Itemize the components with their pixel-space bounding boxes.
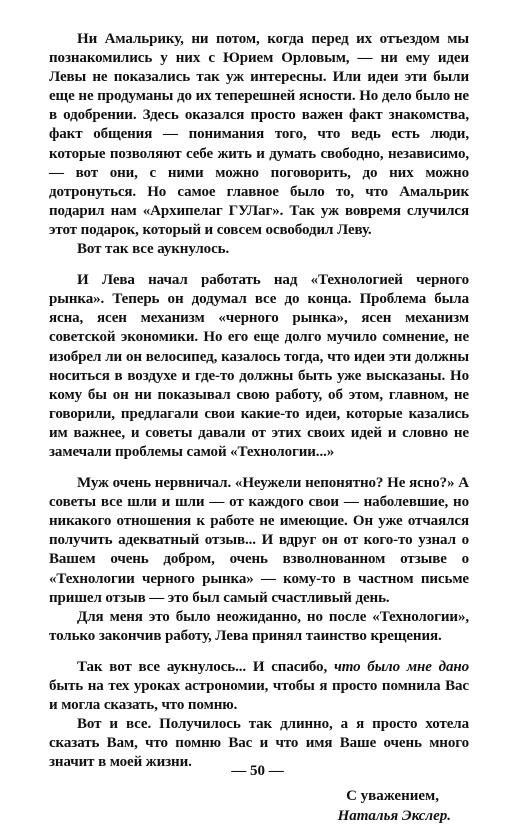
paragraph-6-italic: что было мне дано [333,658,469,675]
page-number: — 50 — [231,763,284,779]
signature-name: Наталья Экслер. [337,808,451,825]
paragraph-7: Вот и все. Получилось так длинно, а я просто хотела сказать Вам, что помню Вас и что имя Ваше очень много значит в моей жизни. [49,716,469,771]
paragraph-6-end: быть на тех уроках астрономии, чтобы я просто помнила Вас и могла сказать, что помню. [49,678,469,714]
paragraph-3: И Лева начал работать над «Технологией черного рынка». Теперь он додумал все до конца. Проблема была ясна, ясен механизм «черного рынка», ясен механизм советской экономики. Но его еще долго мучило сомнение, не изобрел ли он велосипед, казалось тогда, что идеи эти должны носиться в воздухе и где-то должны быть уже высказаны. Но кому бы он ни показывал свою работу, об этом, главном, не говорили, предлагали свои какие-то идеи, которые казались им важнее, и советы давали от этих своих идей и словно не замечали проблемы самой «Технологии...» [49,272,469,460]
paragraph-5: Для меня это было неожиданно, но после «Технологии», только закончив работу, Лева принял таинство крещения. [49,608,469,644]
letter-body [49,30,469,772]
paragraph-6 [49,658,469,715]
paragraph-1: Ни Амальрику, ни потом, когда перед их отъездом мы познакомились у них с Юрием Орловым, — ни ему идеи Левы не показались так уж интересны. Или идеи эти были еще не продуманы до их теперешней ясности. Но дело было не в одобрении. Здесь оказался просто важен факт знакомства, факт общения — понимания того, что ведь есть люди, которые позволяют себе жить и думать свободно, независимо, — вот они, с ними можно поговорить, до них можно дотронуться. Но самое главное было то, что Амальрик подарил нам «Архипелаг ГУЛаг». Так уж вовремя случился этот подарок, который и совсем освободил Леву. [49,31,469,238]
paragraph-6-start: Так вот все аукнулось... И спасибо, [77,658,334,675]
signature-closing: С уважением, [346,788,439,805]
paragraph-4: Муж очень нервничал. «Неужели непонятно? Не ясно?» А советы все шли и шли — от каждого свои — наболевшие, но никакого отношения к работе не имеющие. Он уже отчаялся получить адекватный отзыв... И вдруг он от кого-то узнал о Вашем очень добром, очень взволнованном отзыве о «Технологии черного рынка» — кому-то в частном письме пришел отзыв — это был самый счастливый день. [49,475,469,606]
paragraph-2: Вот так все аукнулось. [77,241,230,258]
signature-block [49,786,469,826]
